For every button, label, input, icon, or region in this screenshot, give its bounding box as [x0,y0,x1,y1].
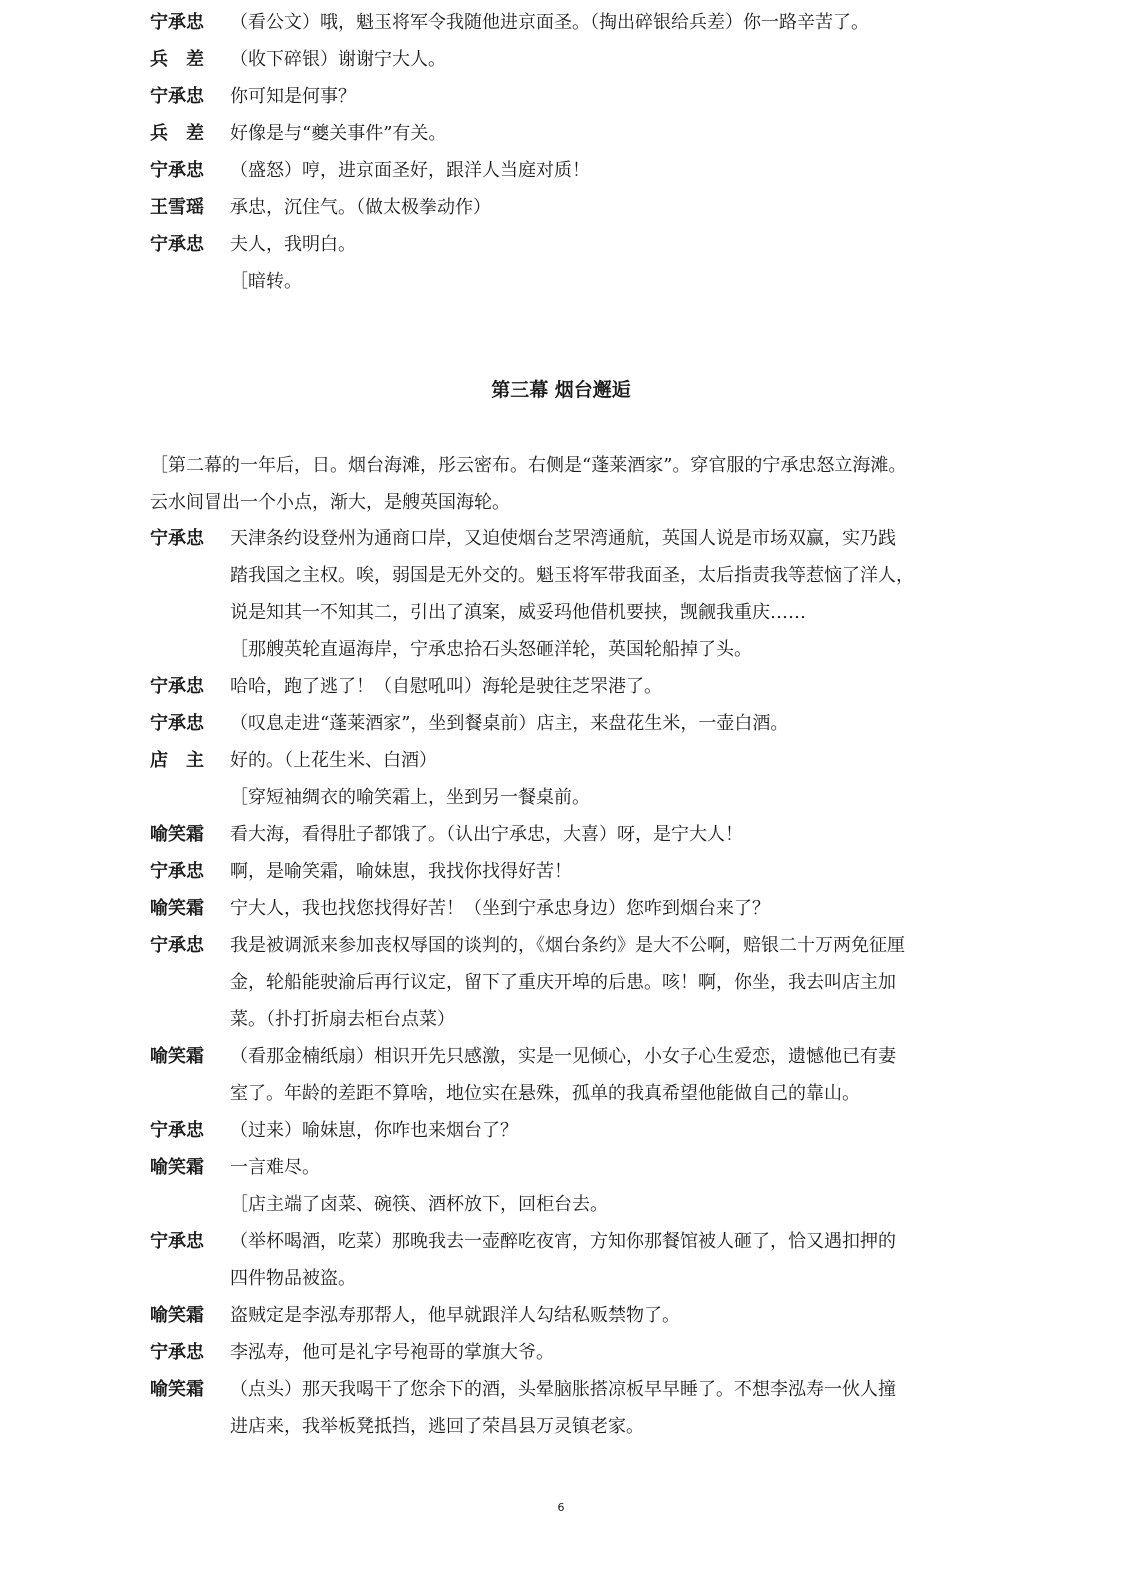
stage-direction-line: ［第二幕的一年后，日。烟台海滩，彤云密布。右侧是“蓬莱酒家”。穿官服的宁承忠怒立海滩。 [150,455,907,476]
dialogue-text: 盗贼定是李泓寿那帮人，他早就跟洋人勾结私贩禁物了。 [230,1305,680,1326]
dialogue-text: 踏我国之主权。唉，弱国是无外交的。魁玉将军带我面圣，太后指责我等惹恼了洋人， [230,565,914,586]
dialogue-text: 说是知其一不知其二，引出了滇案，威妥玛他借机要挟，觊觎我重庆…… [230,602,806,623]
dialogue-text: （看那金楠纸扇）相识开先只感激，实是一见倾心，小女子心生爱恋，遗憾他已有妻 [230,1046,896,1067]
dialogue-text: 四件物品被盗。 [230,1268,356,1289]
dialogue-line [150,4,968,41]
dialogue-line [150,189,968,226]
dialogue-text: 室了。年龄的差距不算啥，地位实在悬殊，孤单的我真希望他能做自己的靠山。 [230,1083,860,1104]
dialogue-line [150,594,968,631]
speaker-name: 喻笑霜 [150,898,204,919]
stage-direction-line: 云水间冒出一个小点，渐大，是艘英国海轮。 [150,492,510,513]
speaker-name: 宁承忠 [150,935,204,956]
speaker-name: 宁承忠 [150,86,204,107]
dialogue-line [150,1186,968,1223]
dialogue-line [150,115,968,152]
speaker-name: 喻笑霜 [150,1157,204,1178]
dialogue-text: 菜。（扑打折扇去柜台点菜） [230,1009,455,1030]
dialogue-text: 好的。（上花生米、白酒） [230,750,437,771]
dialogue-line [150,668,968,705]
speaker-name: 喻笑霜 [150,1046,204,1067]
dialogue-line [150,1408,968,1445]
dialogue-text: 李泓寿，他可是礼字号袍哥的掌旗大爷。 [230,1342,554,1363]
dialogue-line [150,964,968,1001]
speaker-name: 王雪瑶 [150,197,204,218]
dialogue-line [150,853,968,890]
dialogue-text: ［穿短袖绸衣的喻笑霜上，坐到另一餐桌前。 [230,787,590,808]
speaker-name: 宁承忠 [150,234,204,255]
speaker-name: 喻笑霜 [150,1379,204,1400]
dialogue-text: 一言难尽。 [230,1157,320,1178]
dialogue-text: （叹息走进“蓬莱酒家”，坐到餐桌前）店主，来盘花生米，一壶白酒。 [230,713,789,734]
dialogue-line [150,1223,968,1260]
dialogue-text: （举杯喝酒，吃菜）那晚我去一壶醉吃夜宵，方知你那餐馆被人砸了，恰又遇扣押的 [230,1231,896,1252]
dialogue-line [150,1149,968,1186]
speaker-name: 宁承忠 [150,676,204,697]
speaker-name: 宁承忠 [150,1342,204,1363]
dialogue-text: 金，轮船能驶渝后再行议定，留下了重庆开埠的后患。咳！啊，你坐，我去叫店主加 [230,972,896,993]
speaker-name: 宁承忠 [150,1231,204,1252]
dialogue-text: 哈哈，跑了逃了！（自慰吼叫）海轮是驶往芝罘港了。 [230,676,662,697]
dialogue-line [150,1371,968,1408]
stage-direction [150,447,968,521]
dialogue-line [150,1334,968,1371]
speaker-name: 宁承忠 [150,160,204,181]
speaker-name: 宁承忠 [150,12,204,33]
act-title: 第三幕 烟台邂逅 [491,379,631,401]
dialogue-text: 进店来，我举板凳抵挡，逃回了荣昌县万灵镇老家。 [230,1416,644,1437]
dialogue-text: 天津条约设登州为通商口岸，又迫使烟台芝罘湾通航，英国人说是市场双赢，实乃践 [230,528,896,549]
dialogue-line [150,779,968,816]
dialogue-line [150,927,968,964]
speaker-name: 宁承忠 [150,528,204,549]
dialogue-text: ［暗转。 [230,271,302,292]
speaker-name: 兵 差 [150,123,204,144]
dialogue-line [150,742,968,779]
dialogue-line [150,263,968,300]
speaker-name: 兵 差 [150,49,204,70]
dialogue-text: 好像是与“夔关事件”有关。 [230,123,447,144]
page-number: 6 [557,1501,565,1514]
dialogue-line [150,520,968,557]
dialogue-text: （点头）那天我喝干了您余下的酒，头晕脑胀搭凉板早早睡了。不想李泓寿一伙人撞 [230,1379,896,1400]
dialogue-line [150,152,968,189]
dialogue-line [150,1260,968,1297]
dialogue-section-act2-end [150,4,968,300]
dialogue-text: 宁大人，我也找您找得好苦！（坐到宁承忠身边）您咋到烟台来了？ [230,898,770,919]
dialogue-line [150,890,968,927]
dialogue-line [150,1001,968,1038]
dialogue-line [150,1297,968,1334]
dialogue-line [150,226,968,263]
dialogue-text: （收下碎银）谢谢宁大人。 [230,49,446,70]
speaker-name: 店 主 [150,750,204,771]
dialogue-line [150,705,968,742]
speaker-name: 宁承忠 [150,861,204,882]
dialogue-text: 啊，是喻笑霜，喻妹崽，我找你找得好苦！ [230,861,572,882]
speaker-name: 喻笑霜 [150,824,204,845]
dialogue-text: 我是被调派来参加丧权辱国的谈判的，《烟台条约》是大不公啊，赔银二十万两免征厘 [230,935,905,956]
dialogue-line [150,1038,968,1075]
dialogue-text: ［那艘英轮直逼海岸，宁承忠拾石头怒砸洋轮，英国轮船掉了头。 [230,639,752,660]
dialogue-line [150,41,968,78]
speaker-name: 宁承忠 [150,1120,204,1141]
speaker-name: 宁承忠 [150,713,204,734]
dialogue-text: 承忠，沉住气。（做太极拳动作） [230,197,491,218]
dialogue-text: （看公文）哦，魁玉将军令我随他进京面圣。（掏出碎银给兵差）你一路辛苦了。 [230,12,869,33]
dialogue-section-act3 [150,520,968,1445]
dialogue-line [150,1112,968,1149]
dialogue-text: 夫人，我明白。 [230,234,356,255]
dialogue-text: （盛怒）哼，进京面圣好，跟洋人当庭对质！ [230,160,590,181]
dialogue-line [150,78,968,115]
dialogue-line [150,631,968,668]
dialogue-line [150,557,968,594]
dialogue-text: 你可知是何事？ [230,86,356,107]
dialogue-line [150,816,968,853]
speaker-name: 喻笑霜 [150,1305,204,1326]
dialogue-line [150,1075,968,1112]
dialogue-text: ［店主端了卤菜、碗筷、酒杯放下，回柜台去。 [230,1194,608,1215]
dialogue-text: 看大海，看得肚子都饿了。（认出宁承忠，大喜）呀，是宁大人！ [230,824,743,845]
dialogue-text: （过来）喻妹崽，你咋也来烟台了？ [230,1120,518,1141]
